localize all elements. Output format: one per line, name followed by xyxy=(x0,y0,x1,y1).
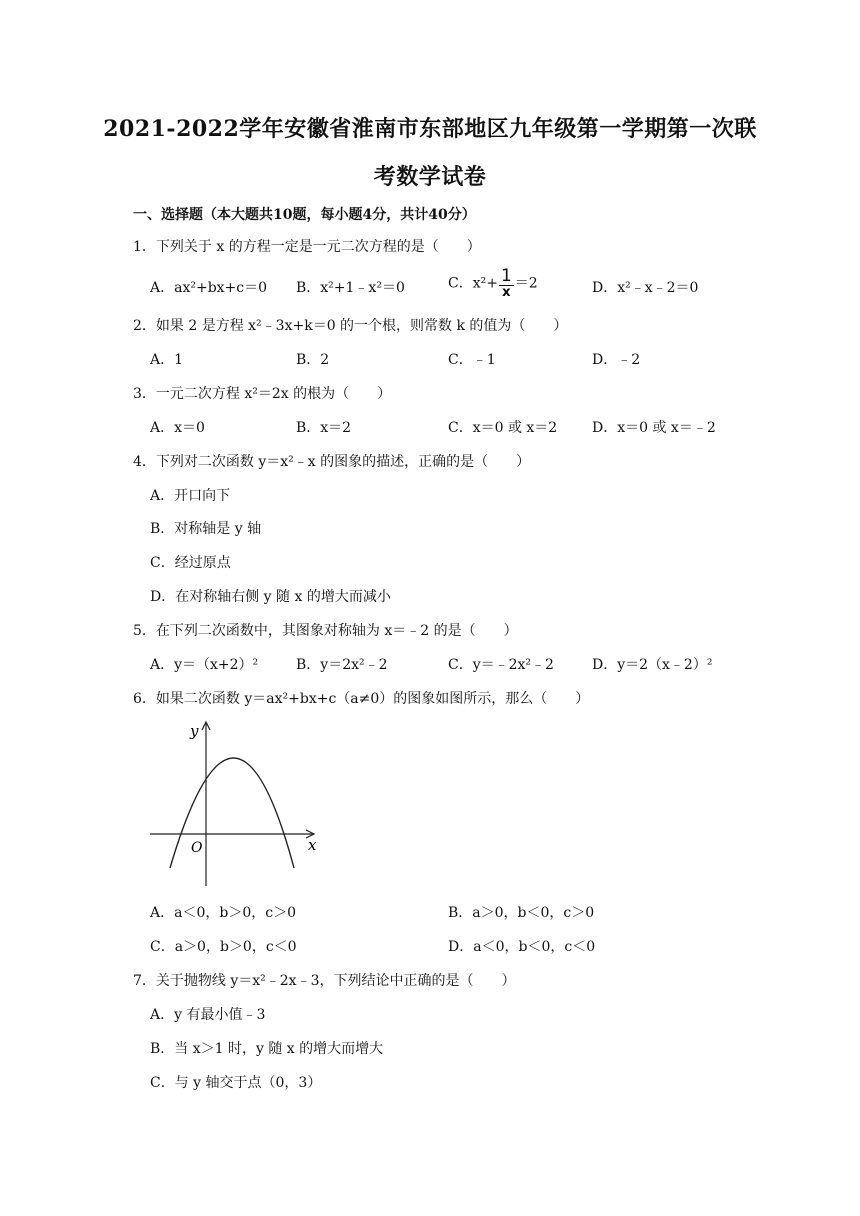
parabola-graph xyxy=(148,718,328,888)
origin-label: O xyxy=(191,840,203,856)
x-axis-label: x xyxy=(308,836,317,854)
question-4-option-c: C．经过原点 xyxy=(150,555,231,571)
y-axis-label: y xyxy=(190,722,199,740)
question-2-option-c: C．﹣1 xyxy=(448,352,496,368)
question-1-stem: 1．下列关于 x 的方程一定是一元二次方程的是（ ） xyxy=(133,239,481,255)
question-4-stem: 4．下列对二次函数 y＝x²﹣x 的图象的描述，正确的是（ ） xyxy=(133,454,531,470)
question-7-stem: 7．关于抛物线 y＝x²﹣2x﹣3，下列结论中正确的是（ ） xyxy=(133,973,516,989)
fraction xyxy=(499,267,514,300)
question-5-option-c: C．y＝﹣2x²﹣2 xyxy=(448,657,554,673)
question-6-option-d: D．a＜0，b＜0，c＜0 xyxy=(448,939,596,955)
question-6-option-b: B．a＞0，b＜0，c＞0 xyxy=(448,905,595,921)
question-4-option-b: B．对称轴是 y 轴 xyxy=(150,521,262,537)
question-1-option-a: A．ax²+bx+c＝0 xyxy=(150,280,268,296)
section-heading-choice: 一、选择题（本大题共10题，每小题4分，共计40分） xyxy=(133,207,476,223)
question-5-option-a: A．y＝（x+2）² xyxy=(150,657,259,673)
question-3-option-d: D．x＝0 或 x＝﹣2 xyxy=(592,420,716,436)
question-1-option-c-suffix: ＝2 xyxy=(514,275,538,292)
question-5-option-d: D．y＝2（x﹣2）² xyxy=(592,657,713,673)
question-5-option-b: B．y＝2x²﹣2 xyxy=(296,657,388,673)
question-6-stem: 6．如果二次函数 y＝ax²+bx+c（a≠0）的图象如图所示，那么（ ） xyxy=(133,691,590,707)
question-5-stem: 5．在下列二次函数中，其图象对称轴为 x＝﹣2 的是（ ） xyxy=(133,623,518,639)
page-title-line1: 2021-2022学年安徽省淮南市东部地区九年级第一学期第一次联 xyxy=(103,116,757,142)
question-2-option-d: D．﹣2 xyxy=(592,352,641,368)
question-1-option-d: D．x²﹣x﹣2＝0 xyxy=(592,280,699,296)
question-3-option-b: B．x＝2 xyxy=(296,420,352,436)
question-4-option-d: D．在对称轴右侧 y 随 x 的增大而减小 xyxy=(150,589,391,605)
question-1-option-c-prefix: C．x²+ xyxy=(448,275,498,292)
fraction-numerator: 1 xyxy=(500,266,512,286)
parabola-curve xyxy=(170,758,294,868)
fraction-denominator: x xyxy=(502,285,511,300)
question-6-option-c: C．a＞0，b＞0，c＜0 xyxy=(150,939,297,955)
question-6-option-a: A．a＜0，b＞0，c＞0 xyxy=(150,905,296,921)
question-3-stem: 3．一元二次方程 x²＝2x 的根为（ ） xyxy=(133,386,392,402)
question-4-option-a: A．开口向下 xyxy=(150,488,231,504)
question-7-option-c: C．与 y 轴交于点（0，3） xyxy=(150,1075,322,1091)
question-2-option-b: B．2 xyxy=(296,352,330,368)
question-1-option-b: B．x²+1﹣x²＝0 xyxy=(296,280,405,296)
question-7-option-b: B．当 x＞1 时，y 随 x 的增大而增大 xyxy=(150,1041,384,1057)
question-1-option-c xyxy=(448,267,538,300)
page-title-line2: 考数学试卷 xyxy=(373,164,487,190)
question-2-option-a: A．1 xyxy=(150,352,184,368)
question-3-option-c: C．x＝0 或 x＝2 xyxy=(448,420,558,436)
question-2-stem: 2．如果 2 是方程 x²﹣3x+k＝0 的一个根，则常数 k 的值为（ ） xyxy=(133,318,568,334)
question-7-option-a: A．y 有最小值﹣3 xyxy=(150,1007,266,1023)
question-3-option-a: A．x＝0 xyxy=(150,420,205,436)
